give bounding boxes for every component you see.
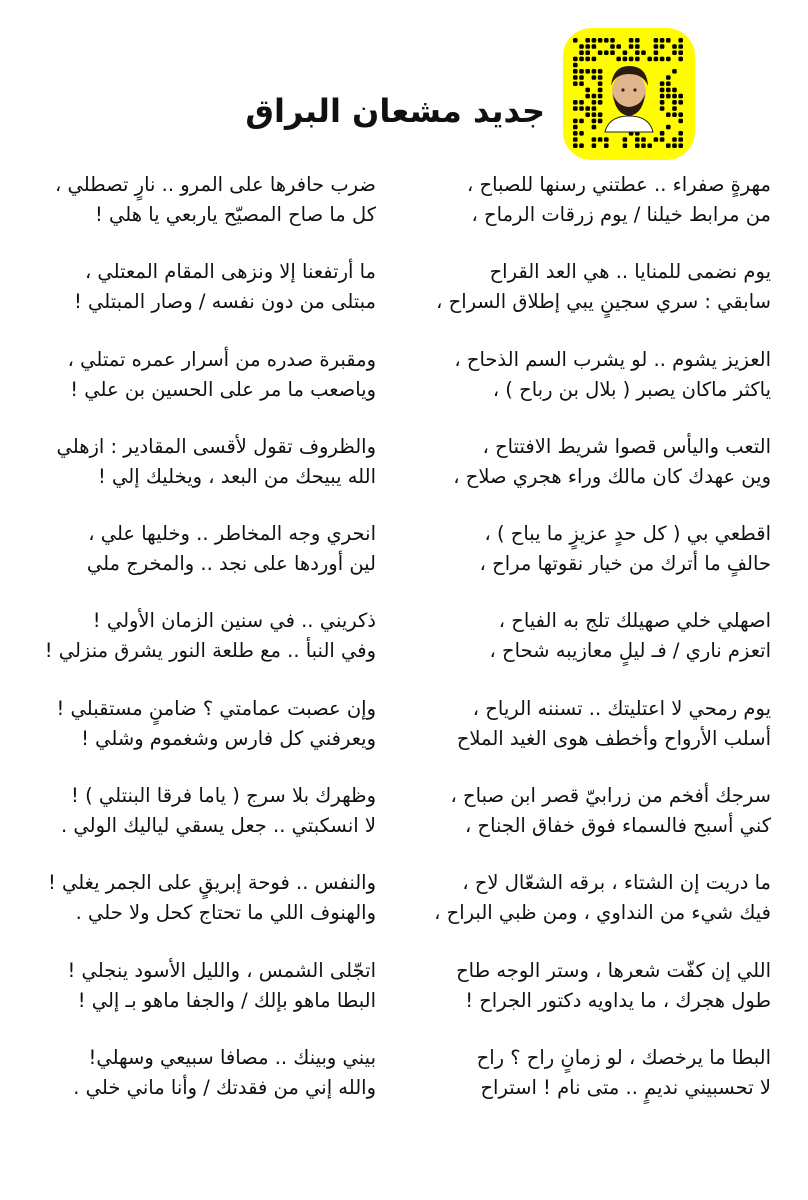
verse-line: ما دريت إن الشتاء ، برقه الشعّال لاح ، [462,871,771,895]
verse-row [0,432,808,519]
verse-line: وياصعب ما مر على الحسين بن علي ! [70,377,376,401]
verse-line: التعب واليأس قصوا شريط الافتتاح ، [482,434,771,458]
poem [0,170,808,1130]
verse-left [16,257,376,317]
verse-row [0,606,808,693]
verse-row [0,345,808,432]
verse-line: اصهلي خلي صهيلك تلج به الفياح ، [498,609,771,633]
verse-right [431,519,771,579]
verse-line: العزيز يشوم .. لو يشرب السم الذحاح ، [454,347,771,371]
verse-line: من مرابط خيلنا / يوم زرقات الرماح ، [471,203,771,226]
verse-left [16,345,376,405]
verse-line: حالفٍ ما أترك من خيار نقوتها مراح ، [479,552,771,576]
verse-line: وين عهدك كان مالك وراء هجري صلاح ، [453,464,771,488]
verse-line: لا انسكبتي .. جعل يسقي لياليك الولي . [61,814,376,838]
verse-left [16,694,376,754]
verse-left [16,606,376,666]
verse-right [431,1043,771,1103]
verse-line: والظروف تقول لأقسى المقادير : ازهلي [56,434,376,458]
verse-line: فيك شيء من النداوي ، ومن ظبي البراح ، [434,901,771,925]
verse-left [16,432,376,492]
verse-line: والهنوف اللي ما تحتاج كحل ولا حلي . [75,901,376,925]
verse-line: سابقي : سري سجينٍ يبي إطلاق السراح ، [436,290,771,314]
page-title: جديد مشعان البراق [245,92,545,130]
verse-line: والله إني من فقدتك / وأنا ماني خلي . [73,1075,376,1099]
header [245,28,695,163]
verse-line: اتجّلى الشمس ، والليل الأسود ينجلي ! [67,958,376,982]
verse-row [0,781,808,868]
verse-line: اللي إن كفّت شعرها ، وستر الوجه طاح [456,958,771,982]
verse-line: وإن عصبت عمامتي ؟ ضامنٍ مستقبلي ! [56,696,376,720]
verse-line: البطا ما يرخصك ، لو زمانٍ راح ؟ راح [476,1045,771,1069]
verse-line: كل ما صاح المصيّح ياربعي يا هلي ! [95,203,376,226]
verse-left [16,868,376,928]
verse-line: مبتلى من دون نفسه / وصار المبتلي ! [74,290,376,314]
verse-right [431,345,771,405]
verse-line: مهرةٍ صفراء .. عطتني رسنها للصباح ، [466,173,771,196]
snapcode-qr-icon[interactable] [563,28,695,160]
verse-right [431,170,771,230]
verse-left [16,781,376,841]
verse-left [16,956,376,1016]
verse-right [431,432,771,492]
verse-line: ويعرفني كل فارس وشغموم وشلي ! [81,726,376,750]
verse-right [431,956,771,1016]
verse-line: أسلب الأرواح وأخطف هوى الغيد الملاح [456,726,771,750]
verse-line: ضرب حافرها على المرو .. نارٍ تصطلي ، [54,173,376,196]
verse-line: اتعزم ناري / فـ ليلٍ معازيبه شحاح ، [489,639,771,663]
verse-line: اقطعي بي ( كل حدٍ عزيزٍ ما يباح ) ، [484,522,771,546]
verse-line: يوم رمحي لا اعتليتك .. تسننه الرياح ، [472,696,771,720]
verse-row [0,170,808,257]
verse-left [16,519,376,579]
verse-row [0,519,808,606]
verse-right [431,257,771,317]
verse-row [0,868,808,955]
verse-line: لين أوردها على نجد .. والمخرج ملي [86,552,376,576]
verse-line: بيني وبينك .. مصافا سبيعي وسهلي! [88,1045,376,1069]
verse-line: ما أرتفعنا إلا ونزهى المقام المعتلي ، [84,260,376,284]
verse-row [0,1043,808,1130]
verse-right [431,868,771,928]
verse-left [16,170,376,230]
verse-line: ومقبرة صدره من أسرار عمره تمتلي ، [67,347,376,371]
verse-line: يوم نضمى للمنايا .. هي العد القراح [489,260,771,284]
verse-line: وفي النبأ .. مع طلعة النور يشرق منزلي ! [44,639,376,663]
verse-right [431,606,771,666]
verse-right [431,781,771,841]
verse-line: البطا ماهو بإلك / والجفا ماهو بـ إلي ! [77,988,376,1012]
verse-line: لا تحسبيني نديمٍ .. متى نام ! استراح [480,1075,771,1099]
verse-line: انحري وجه المخاطر .. وخليها علي ، [88,522,376,546]
verse-left [16,1043,376,1103]
verse-line: ذكريني .. في سنين الزمان الأولي ! [92,609,376,633]
verse-row [0,694,808,781]
verse-line: سرجك أفخم من زرابيّ قصر ابن صباح ، [450,784,771,808]
verse-line: طول هجرك ، ما يداويه دكتور الجراح ! [465,988,771,1012]
verse-line: الله يبيحك من البعد ، ويخليك إلي ! [98,464,376,488]
verse-line: ياكثر ماكان يصبر ( بلال بن رباح ) ، [492,377,771,401]
verse-line: وظهرك بلا سرج ( ياما فرقا البنتلي ) ! [71,784,376,808]
verse-line: والنفس .. فوحة إبريقٍ على الجمر يغلي ! [47,871,376,895]
verse-row [0,257,808,344]
verse-row [0,956,808,1043]
verse-right [431,694,771,754]
verse-line: كني أسبح فالسماء فوق خفاق الجناح ، [465,814,771,838]
snapcode-graphic [563,28,695,160]
